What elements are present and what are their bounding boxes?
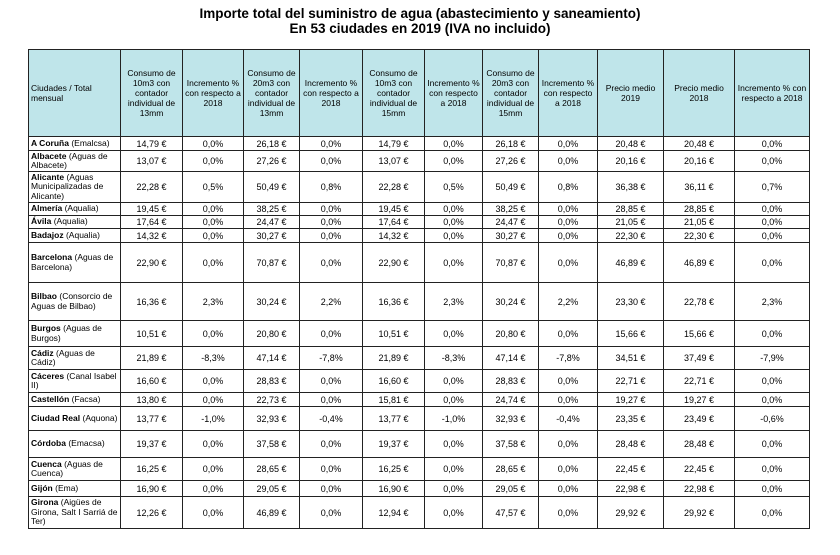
value-cell: 0,0%	[425, 370, 483, 393]
value-cell: 22,71 €	[664, 370, 735, 393]
city-name: Ciudad Real	[31, 412, 81, 423]
value-cell: 2,3%	[425, 283, 483, 321]
table-row	[29, 216, 810, 229]
value-cell: 0,5%	[183, 172, 244, 203]
value-cell: 28,83 €	[244, 370, 300, 393]
value-cell: -7,8%	[300, 347, 363, 370]
value-cell: 0,0%	[735, 203, 810, 216]
value-cell: 46,89 €	[598, 243, 664, 283]
value-cell: 19,37 €	[363, 431, 425, 458]
value-cell: 14,32 €	[363, 229, 425, 243]
city-name: Bilbao	[31, 291, 57, 301]
operator-name: (Aqualia)	[64, 203, 99, 214]
value-cell: 0,0%	[300, 137, 363, 151]
value-cell: 0,5%	[425, 172, 483, 203]
table-row	[29, 321, 810, 347]
value-cell: 16,90 €	[121, 481, 183, 497]
value-cell: 22,30 €	[598, 229, 664, 243]
value-cell: 0,0%	[425, 481, 483, 497]
value-cell: 47,57 €	[483, 497, 539, 529]
value-cell: 0,0%	[539, 370, 598, 393]
value-cell: 0,0%	[300, 497, 363, 529]
value-cell: 0,0%	[425, 321, 483, 347]
city-name: A Coruña	[31, 137, 69, 148]
value-cell: 13,07 €	[363, 151, 425, 172]
value-cell: 20,16 €	[664, 151, 735, 172]
value-cell: 26,18 €	[244, 137, 300, 151]
value-cell: 0,0%	[735, 151, 810, 172]
value-cell: 34,51 €	[598, 347, 664, 370]
value-cell: 28,65 €	[483, 458, 539, 481]
value-cell: 0,0%	[539, 497, 598, 529]
value-cell: 13,07 €	[121, 151, 183, 172]
city-cell	[29, 431, 121, 458]
value-cell: 29,92 €	[664, 497, 735, 529]
value-cell: 0,0%	[539, 203, 598, 216]
value-cell: 0,8%	[300, 172, 363, 203]
value-cell: 28,65 €	[244, 458, 300, 481]
table-row	[29, 370, 810, 393]
header-cell: Incremento % con respecto a 2018	[183, 50, 244, 137]
city-name: Gijón	[31, 482, 53, 493]
city-cell	[29, 216, 121, 229]
value-cell: 14,79 €	[363, 137, 425, 151]
value-cell: 28,85 €	[664, 203, 735, 216]
city-cell	[29, 243, 121, 283]
value-cell: 0,0%	[425, 216, 483, 229]
value-cell: 29,92 €	[598, 497, 664, 529]
city-cell	[29, 137, 121, 151]
city-name: Albacete	[31, 150, 67, 161]
header-cell: Consumo de 10m3 con contador individual de 13mm	[121, 50, 183, 137]
value-cell: -0,6%	[735, 407, 810, 431]
value-cell: 0,0%	[539, 137, 598, 151]
value-cell: 47,14 €	[483, 347, 539, 370]
value-cell: 0,0%	[539, 321, 598, 347]
value-cell: 28,83 €	[483, 370, 539, 393]
operator-name: (Emalcsa)	[71, 137, 110, 148]
value-cell: 0,0%	[300, 203, 363, 216]
city-cell	[29, 458, 121, 481]
value-cell: 20,48 €	[664, 137, 735, 151]
city-cell	[29, 407, 121, 431]
value-cell: 0,0%	[183, 229, 244, 243]
value-cell: -0,4%	[300, 407, 363, 431]
value-cell: 29,05 €	[483, 481, 539, 497]
value-cell: 10,51 €	[121, 321, 183, 347]
header-cell: Incremento % con respecto a 2018	[300, 50, 363, 137]
city-cell	[29, 229, 121, 243]
value-cell: 29,05 €	[244, 481, 300, 497]
value-cell: 0,0%	[539, 481, 598, 497]
city-name: Ávila	[31, 216, 52, 227]
operator-name: (Aguas Municipalizadas de Alicante)	[31, 171, 104, 201]
value-cell: 0,0%	[425, 243, 483, 283]
value-cell: 0,0%	[735, 229, 810, 243]
operator-name: (Aguas de Albacete)	[31, 150, 108, 170]
value-cell: 20,48 €	[598, 137, 664, 151]
value-cell: -0,4%	[539, 407, 598, 431]
value-cell: 14,32 €	[121, 229, 183, 243]
value-cell: 0,0%	[425, 393, 483, 407]
operator-name: (Aguas de Cuenca)	[31, 458, 103, 478]
table-row	[29, 481, 810, 497]
value-cell: 13,77 €	[121, 407, 183, 431]
value-cell: 20,16 €	[598, 151, 664, 172]
value-cell: 0,0%	[183, 481, 244, 497]
city-cell	[29, 370, 121, 393]
value-cell: 0,0%	[425, 203, 483, 216]
value-cell: 22,90 €	[363, 243, 425, 283]
value-cell: 0,0%	[735, 497, 810, 529]
value-cell: 16,25 €	[363, 458, 425, 481]
value-cell: 70,87 €	[244, 243, 300, 283]
value-cell: 32,93 €	[244, 407, 300, 431]
value-cell: 0,7%	[735, 172, 810, 203]
value-cell: 0,0%	[300, 243, 363, 283]
value-cell: 16,25 €	[121, 458, 183, 481]
value-cell: 17,64 €	[121, 216, 183, 229]
value-cell: 19,27 €	[664, 393, 735, 407]
value-cell: 0,0%	[425, 458, 483, 481]
value-cell: 12,26 €	[121, 497, 183, 529]
value-cell: 22,28 €	[363, 172, 425, 203]
value-cell: 32,93 €	[483, 407, 539, 431]
value-cell: 27,26 €	[483, 151, 539, 172]
value-cell: 22,78 €	[664, 283, 735, 321]
value-cell: 0,0%	[539, 216, 598, 229]
value-cell: 22,98 €	[598, 481, 664, 497]
city-name: Cuenca	[31, 458, 62, 469]
value-cell: 24,47 €	[483, 216, 539, 229]
value-cell: 19,45 €	[363, 203, 425, 216]
value-cell: 15,81 €	[363, 393, 425, 407]
value-cell: 19,45 €	[121, 203, 183, 216]
value-cell: -8,3%	[183, 347, 244, 370]
table-row	[29, 347, 810, 370]
city-name: Córdoba	[31, 438, 66, 449]
operator-name: (Canal Isabel II)	[31, 370, 117, 390]
table-row	[29, 151, 810, 172]
operator-name: (Aguas de Barcelona)	[31, 252, 114, 272]
value-cell: 22,45 €	[598, 458, 664, 481]
city-name: Almería	[31, 203, 63, 214]
city-cell	[29, 497, 121, 529]
operator-name: (Aigües de Girona, Salt I Sarriá de Ter)	[31, 497, 118, 527]
operator-name: (Consorcio de Aguas de Bilbao)	[31, 291, 113, 311]
table-row	[29, 229, 810, 243]
value-cell: 13,80 €	[121, 393, 183, 407]
value-cell: 0,0%	[300, 229, 363, 243]
value-cell: 0,0%	[183, 151, 244, 172]
header-cell: Ciudades / Total mensual	[29, 50, 121, 137]
value-cell: 0,0%	[300, 216, 363, 229]
value-cell: 0,0%	[735, 393, 810, 407]
value-cell: 50,49 €	[244, 172, 300, 203]
city-cell	[29, 393, 121, 407]
city-cell	[29, 203, 121, 216]
operator-name: (Aqualia)	[65, 229, 100, 240]
value-cell: 0,0%	[300, 393, 363, 407]
table-row	[29, 243, 810, 283]
value-cell: 23,35 €	[598, 407, 664, 431]
value-cell: 26,18 €	[483, 137, 539, 151]
operator-name: (Ema)	[55, 482, 79, 493]
value-cell: 21,89 €	[121, 347, 183, 370]
operator-name: (Aguas de Burgos)	[31, 323, 102, 343]
value-cell: 30,24 €	[244, 283, 300, 321]
table-row	[29, 497, 810, 529]
header-cell: Incremento % con respecto a 2018	[425, 50, 483, 137]
value-cell: -7,9%	[735, 347, 810, 370]
value-cell: -7,8%	[539, 347, 598, 370]
value-cell: 16,36 €	[363, 283, 425, 321]
value-cell: 0,0%	[300, 370, 363, 393]
value-cell: 2,3%	[735, 283, 810, 321]
value-cell: 19,37 €	[121, 431, 183, 458]
value-cell: 16,60 €	[121, 370, 183, 393]
value-cell: 37,49 €	[664, 347, 735, 370]
value-cell: 0,0%	[300, 431, 363, 458]
value-cell: 0,0%	[735, 137, 810, 151]
title-line-1: Importe total del suministro de agua (abastecimiento y saneamiento)	[199, 6, 641, 21]
city-name: Cáceres	[31, 370, 65, 381]
table-row	[29, 393, 810, 407]
table-row	[29, 458, 810, 481]
value-cell: 0,0%	[735, 458, 810, 481]
value-cell: 0,0%	[735, 321, 810, 347]
value-cell: 22,90 €	[121, 243, 183, 283]
value-cell: 22,45 €	[664, 458, 735, 481]
city-cell	[29, 347, 121, 370]
header-cell: Consumo de 20m3 con contador individual de 13mm	[244, 50, 300, 137]
value-cell: 36,38 €	[598, 172, 664, 203]
value-cell: 0,0%	[539, 431, 598, 458]
value-cell: 24,47 €	[244, 216, 300, 229]
header-row	[29, 50, 810, 137]
city-name: Girona	[31, 497, 59, 508]
city-name: Cádiz	[31, 347, 54, 358]
value-cell: 0,0%	[425, 229, 483, 243]
value-cell: 15,66 €	[664, 321, 735, 347]
table-row	[29, 137, 810, 151]
title-line-2: En 53 ciudades en 2019 (IVA no incluido)	[289, 21, 551, 36]
value-cell: 0,0%	[425, 431, 483, 458]
city-name: Badajoz	[31, 229, 64, 240]
header-cell: Incremento % con respecto a 2018	[735, 50, 810, 137]
table-row	[29, 203, 810, 216]
value-cell: 2,2%	[300, 283, 363, 321]
value-cell: 13,77 €	[363, 407, 425, 431]
value-cell: 0,0%	[539, 151, 598, 172]
value-cell: 21,05 €	[598, 216, 664, 229]
value-cell: 0,0%	[300, 321, 363, 347]
value-cell: 22,98 €	[664, 481, 735, 497]
value-cell: 16,90 €	[363, 481, 425, 497]
value-cell: 0,0%	[300, 458, 363, 481]
value-cell: 0,0%	[425, 137, 483, 151]
value-cell: 19,27 €	[598, 393, 664, 407]
value-cell: 37,58 €	[244, 431, 300, 458]
city-name: Castellón	[31, 393, 70, 404]
value-cell: 23,49 €	[664, 407, 735, 431]
value-cell: 0,0%	[183, 497, 244, 529]
value-cell: 20,80 €	[483, 321, 539, 347]
value-cell: 21,05 €	[664, 216, 735, 229]
value-cell: 46,89 €	[244, 497, 300, 529]
value-cell: 30,27 €	[483, 229, 539, 243]
value-cell: 0,0%	[183, 393, 244, 407]
city-cell	[29, 172, 121, 203]
value-cell: 12,94 €	[363, 497, 425, 529]
value-cell: 2,2%	[539, 283, 598, 321]
value-cell: 47,14 €	[244, 347, 300, 370]
value-cell: 0,0%	[183, 216, 244, 229]
value-cell: 0,0%	[183, 321, 244, 347]
value-cell: 17,64 €	[363, 216, 425, 229]
value-cell: 0,0%	[539, 458, 598, 481]
value-cell: 0,0%	[735, 216, 810, 229]
table-row	[29, 172, 810, 203]
value-cell: 28,48 €	[598, 431, 664, 458]
header-cell: Precio medio 2018	[664, 50, 735, 137]
value-cell: 0,0%	[735, 370, 810, 393]
value-cell: 50,49 €	[483, 172, 539, 203]
header-cell: Incremento % con respecto a 2018	[539, 50, 598, 137]
value-cell: 22,73 €	[244, 393, 300, 407]
value-cell: 38,25 €	[483, 203, 539, 216]
operator-name: (Emacsa)	[68, 438, 105, 449]
value-cell: 37,58 €	[483, 431, 539, 458]
value-cell: 0,0%	[735, 243, 810, 283]
value-cell: 36,11 €	[664, 172, 735, 203]
value-cell: 28,85 €	[598, 203, 664, 216]
value-cell: 0,0%	[539, 393, 598, 407]
water-price-table	[28, 49, 810, 529]
value-cell: 21,89 €	[363, 347, 425, 370]
operator-name: (Aqualia)	[53, 216, 88, 227]
value-cell: 20,80 €	[244, 321, 300, 347]
value-cell: 22,30 €	[664, 229, 735, 243]
value-cell: 28,48 €	[664, 431, 735, 458]
value-cell: 0,8%	[539, 172, 598, 203]
value-cell: 0,0%	[183, 203, 244, 216]
header-cell: Consumo de 10m3 con contador individual de 15mm	[363, 50, 425, 137]
value-cell: 0,0%	[539, 243, 598, 283]
value-cell: 23,30 €	[598, 283, 664, 321]
document-title	[0, 6, 840, 36]
value-cell: 30,27 €	[244, 229, 300, 243]
value-cell: 0,0%	[425, 497, 483, 529]
value-cell: 46,89 €	[664, 243, 735, 283]
city-cell	[29, 481, 121, 497]
table-row	[29, 407, 810, 431]
value-cell: 10,51 €	[363, 321, 425, 347]
header-cell: Precio medio 2019	[598, 50, 664, 137]
value-cell: 0,0%	[183, 458, 244, 481]
value-cell: 16,60 €	[363, 370, 425, 393]
value-cell: 15,66 €	[598, 321, 664, 347]
value-cell: 16,36 €	[121, 283, 183, 321]
operator-name: (Facsa)	[71, 393, 101, 404]
value-cell: 22,71 €	[598, 370, 664, 393]
value-cell: 0,0%	[183, 243, 244, 283]
value-cell: 0,0%	[183, 370, 244, 393]
value-cell: 0,0%	[183, 137, 244, 151]
value-cell: 0,0%	[300, 481, 363, 497]
value-cell: 0,0%	[183, 431, 244, 458]
value-cell: 24,74 €	[483, 393, 539, 407]
value-cell: -1,0%	[183, 407, 244, 431]
value-cell: 0,0%	[735, 481, 810, 497]
value-cell: 0,0%	[425, 151, 483, 172]
value-cell: -8,3%	[425, 347, 483, 370]
value-cell: 22,28 €	[121, 172, 183, 203]
value-cell: 38,25 €	[244, 203, 300, 216]
header-cell: Consumo de 20m3 con contador individual de 15mm	[483, 50, 539, 137]
operator-name: (Aquona)	[82, 412, 118, 423]
city-name: Barcelona	[31, 252, 73, 262]
city-cell	[29, 283, 121, 321]
city-name: Burgos	[31, 323, 61, 333]
value-cell: -1,0%	[425, 407, 483, 431]
value-cell: 70,87 €	[483, 243, 539, 283]
value-cell: 27,26 €	[244, 151, 300, 172]
table-row	[29, 283, 810, 321]
value-cell: 0,0%	[300, 151, 363, 172]
value-cell: 0,0%	[735, 431, 810, 458]
value-cell: 2,3%	[183, 283, 244, 321]
operator-name: (Aguas de Cádiz)	[31, 347, 95, 367]
value-cell: 14,79 €	[121, 137, 183, 151]
city-cell	[29, 321, 121, 347]
value-cell: 0,0%	[539, 229, 598, 243]
value-cell: 30,24 €	[483, 283, 539, 321]
city-name: Alicante	[31, 171, 65, 182]
table-row	[29, 431, 810, 458]
city-cell	[29, 151, 121, 172]
